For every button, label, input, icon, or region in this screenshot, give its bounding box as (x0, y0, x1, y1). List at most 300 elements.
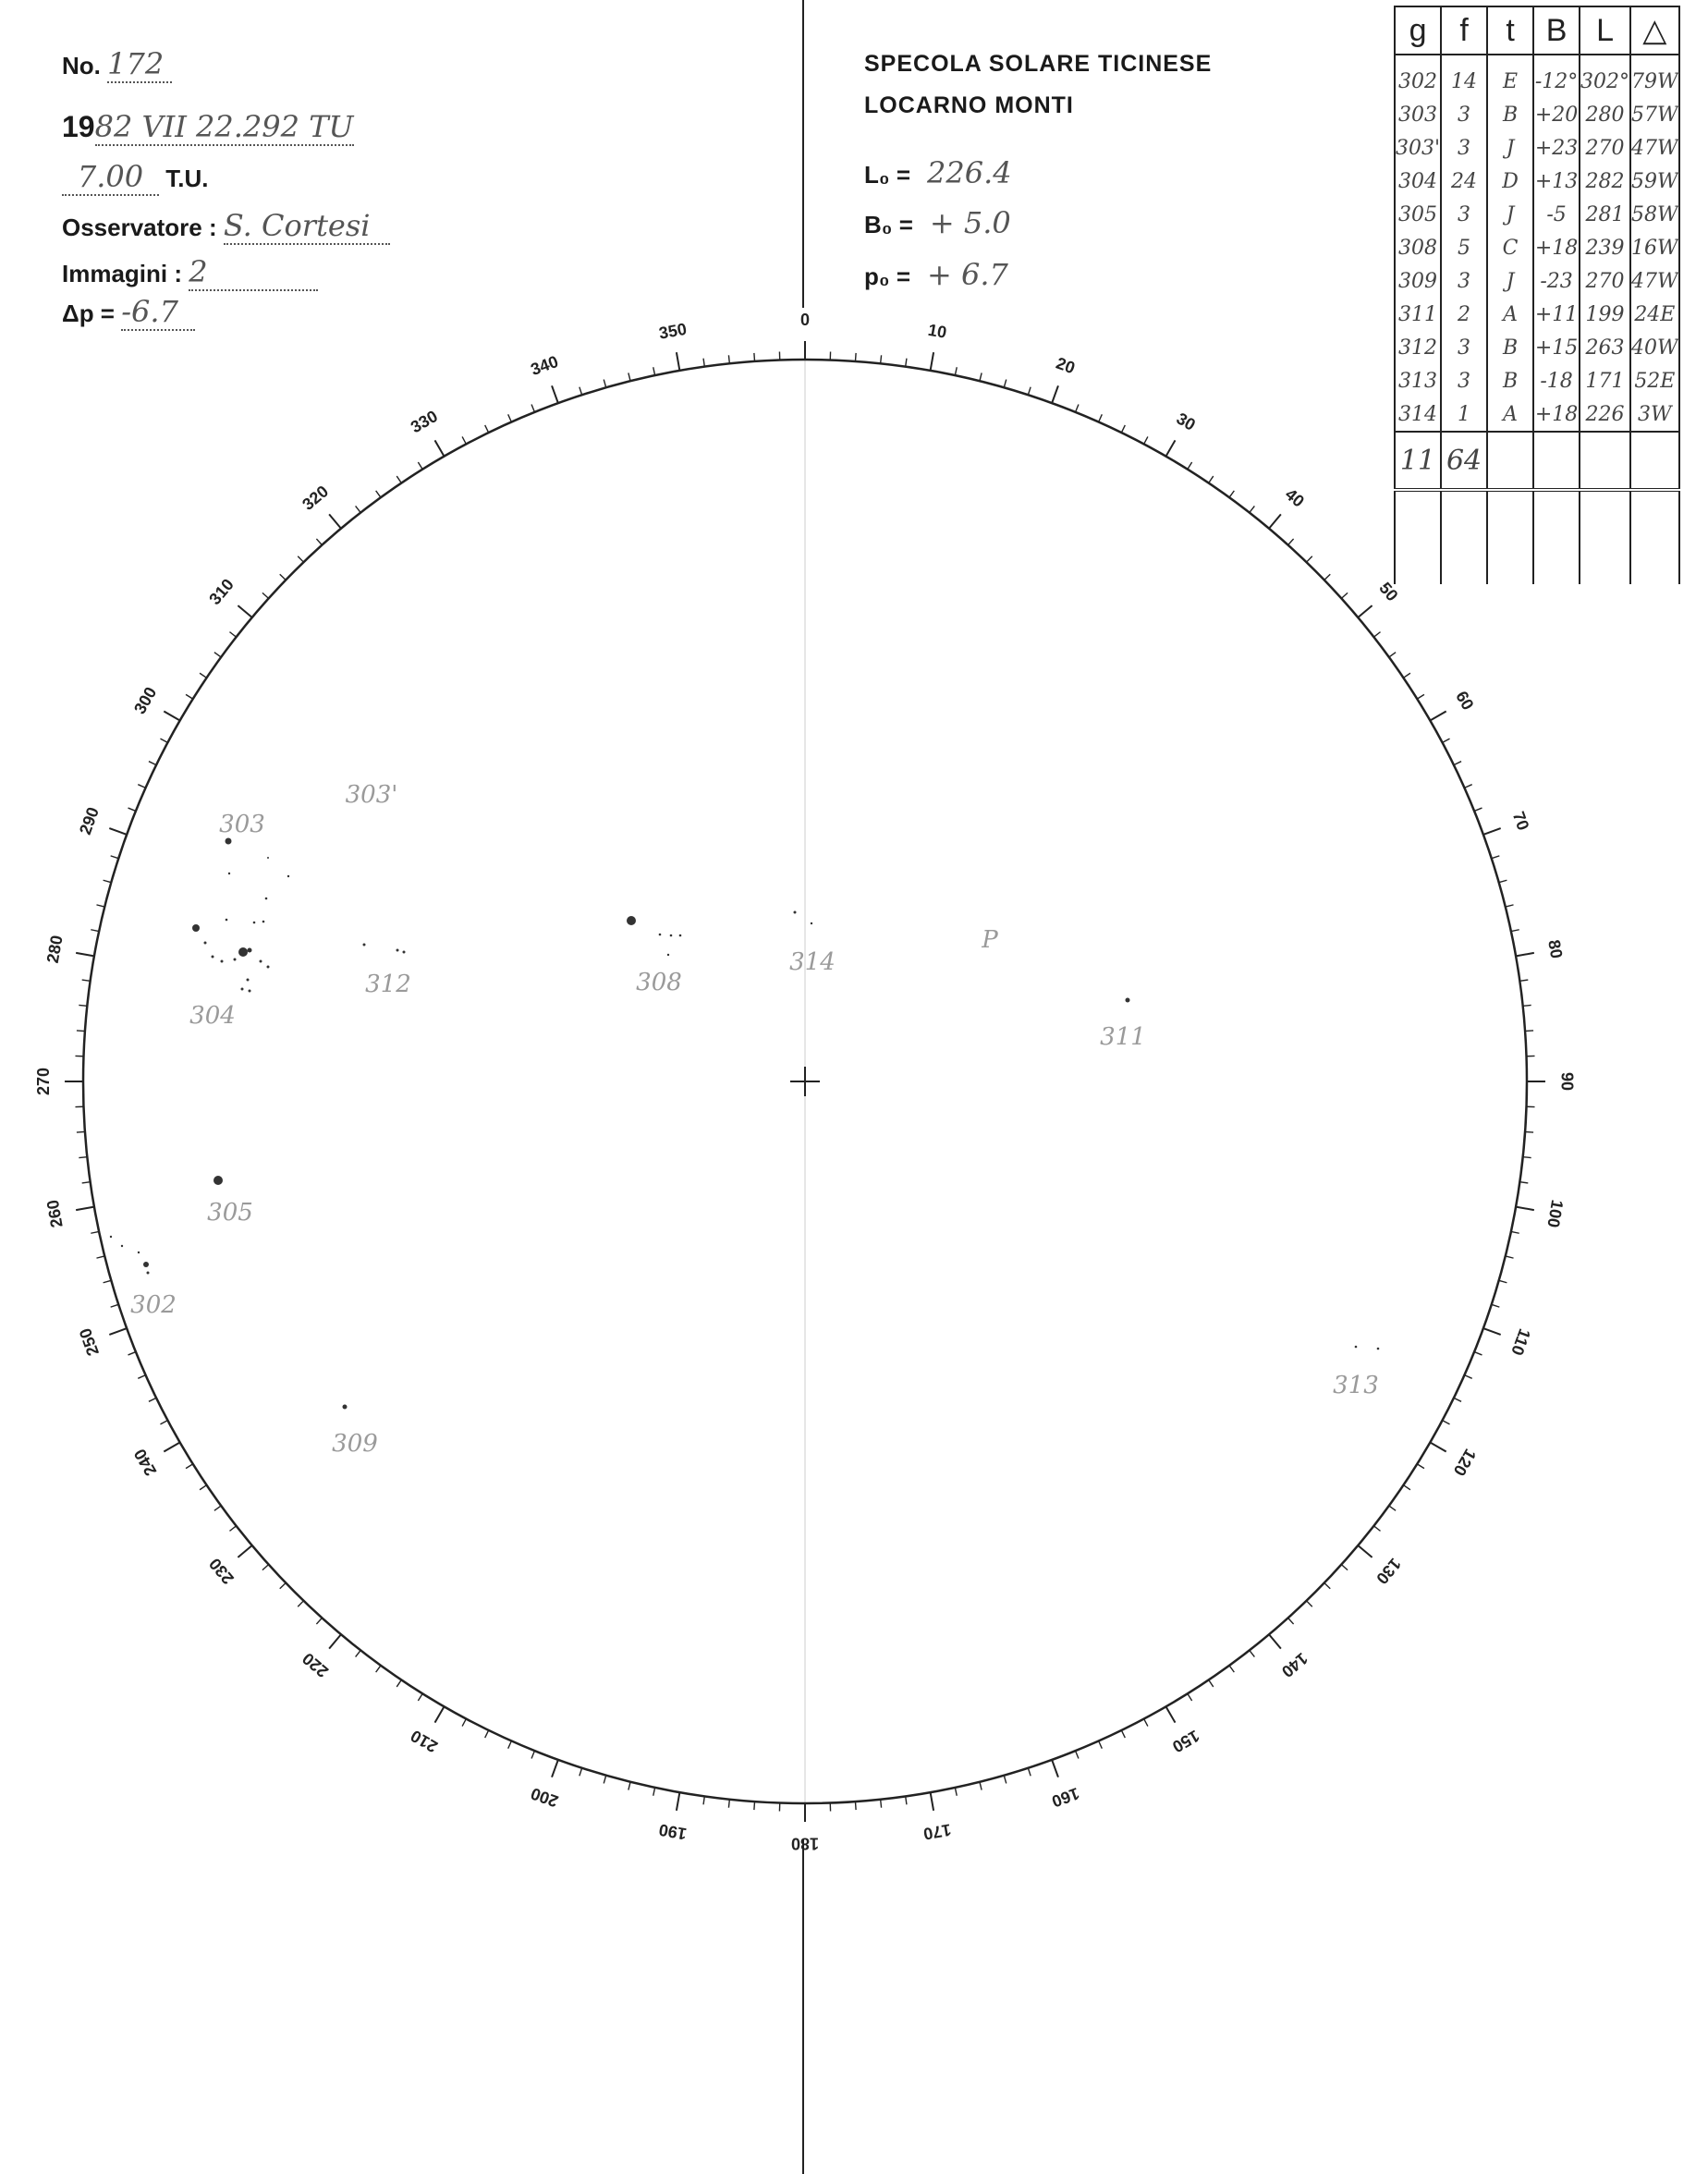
scale-tick (418, 462, 422, 470)
sunspot-mark (396, 949, 399, 952)
scale-tick (1028, 387, 1031, 396)
scale-tick (531, 1751, 534, 1758)
time-unit: T.U. (165, 165, 209, 192)
scale-tick (1519, 980, 1528, 981)
scale-tick (329, 514, 341, 528)
cell-l: 171 (1580, 364, 1630, 397)
year-prefix: 19 (62, 110, 95, 143)
scale-tick (138, 1375, 145, 1379)
scale-tick (1511, 930, 1519, 932)
scale-tick (316, 539, 322, 545)
observatory-name: SPECOLA SOLARE TICINESE (864, 51, 1213, 77)
scale-tick (1443, 739, 1450, 742)
scale-tick (1443, 1421, 1450, 1424)
cell-f: 1 (1441, 397, 1487, 432)
scale-tick (164, 712, 179, 721)
scale-label: 120 (1449, 1446, 1480, 1480)
scale-tick (955, 1788, 957, 1796)
scale-tick (396, 1679, 401, 1686)
group-label: 309 (332, 1430, 378, 1458)
scale-label: 150 (1169, 1726, 1203, 1756)
scale-tick (1454, 762, 1461, 765)
sunspot-mark (343, 1405, 348, 1410)
cell-f: 3 (1441, 98, 1487, 131)
sunspot-marks (110, 838, 1379, 1410)
scale-tick (881, 1800, 882, 1808)
scale-tick (214, 653, 221, 657)
scale-tick (1483, 828, 1501, 835)
scale-label: 40 (1281, 484, 1308, 511)
scale-tick (138, 785, 145, 788)
scale-tick (1307, 556, 1312, 562)
cell-f: 24 (1441, 165, 1487, 198)
scale-tick (435, 1706, 445, 1722)
scale-tick (1269, 514, 1281, 528)
sunspot-mark (363, 944, 366, 947)
cell-t: B (1487, 364, 1533, 397)
scale-tick (1144, 1719, 1148, 1727)
cell-f: 3 (1441, 331, 1487, 364)
sunspot-mark (143, 1262, 149, 1267)
scale-label: 200 (528, 1784, 561, 1812)
sunspot-mark (667, 954, 669, 956)
col-header-delta: △ (1630, 6, 1679, 55)
group-label: 302 (130, 1291, 177, 1319)
scale-tick (298, 1601, 303, 1606)
sunspot-mark (679, 934, 682, 937)
cell-g: 308 (1395, 231, 1441, 264)
scale-tick (356, 1650, 361, 1656)
param-l0-label: L₀ = (864, 161, 911, 189)
cell-f: 3 (1441, 364, 1487, 397)
scale-label: 0 (799, 310, 811, 329)
cell-delta: 24E (1630, 298, 1679, 331)
scale-tick (677, 352, 679, 371)
cell-t: A (1487, 397, 1533, 432)
sunspot-mark (267, 966, 270, 969)
scale-tick (1052, 1760, 1058, 1777)
sunspot-mark (248, 948, 252, 953)
group-label: 313 (1333, 1372, 1379, 1399)
scale-tick (164, 1443, 179, 1452)
scale-tick (109, 828, 127, 835)
scale-tick (91, 1231, 99, 1233)
scale-tick (1389, 1506, 1396, 1510)
sunspot-mark (262, 921, 265, 923)
cell-b: -18 (1533, 364, 1580, 397)
scale-label: 180 (790, 1834, 820, 1853)
cell-b: +18 (1533, 231, 1580, 264)
sunspot-mark (226, 919, 228, 922)
scale-label: 290 (75, 804, 103, 837)
scale-tick (76, 953, 94, 956)
cell-g: 302 (1395, 55, 1441, 98)
sunspot-mark (212, 956, 214, 959)
scale-label: 10 (926, 320, 948, 342)
scale-tick (1430, 1443, 1446, 1452)
sunspot-mark (138, 1252, 140, 1253)
scale-tick (82, 1182, 91, 1183)
sunspot-mark (267, 857, 269, 859)
scale-tick (980, 1782, 982, 1790)
scale-tick (1454, 1398, 1461, 1401)
scale-tick (1492, 856, 1500, 859)
group-label: 308 (636, 969, 682, 996)
cell-b: +18 (1533, 397, 1580, 432)
scale-tick (1474, 808, 1482, 811)
cell-l: 302° (1580, 55, 1630, 98)
cell-l: 239 (1580, 231, 1630, 264)
group-label: 305 (207, 1199, 253, 1227)
scale-tick (980, 373, 982, 381)
scale-tick (906, 359, 907, 367)
scale-tick (1341, 592, 1348, 598)
time-value: 7.00 (62, 159, 159, 196)
scale-tick (104, 1280, 112, 1282)
images-label: Immagini : (62, 260, 183, 287)
scale-tick (1358, 1545, 1372, 1557)
scale-tick (1166, 1706, 1176, 1722)
sunspot-mark (121, 1245, 123, 1247)
scale-tick (728, 1800, 729, 1808)
scale-label: 250 (75, 1325, 103, 1359)
sunspot-mark (403, 951, 406, 954)
cell-delta: 40W (1630, 331, 1679, 364)
cell-b: +15 (1533, 331, 1580, 364)
sunspot-mark (627, 916, 636, 925)
scale-tick (376, 1666, 381, 1672)
scale-tick (1511, 1231, 1519, 1233)
cell-g: 309 (1395, 264, 1441, 298)
scale-tick (1525, 1131, 1533, 1132)
scale-label: 210 (407, 1726, 441, 1756)
images-value: 2 (189, 254, 318, 291)
scale-tick (1499, 880, 1507, 882)
scale-label: 140 (1277, 1649, 1312, 1681)
scale-label: 70 (1508, 809, 1533, 833)
scale-label: 300 (130, 683, 161, 717)
scale-tick (653, 1788, 655, 1796)
cell-t: E (1487, 55, 1533, 98)
scale-tick (1144, 436, 1148, 444)
group-label: 304 (189, 1002, 236, 1030)
cell-l: 226 (1580, 397, 1630, 432)
scale-tick (931, 1792, 933, 1811)
scale-label: 330 (407, 407, 441, 437)
cell-t: B (1487, 331, 1533, 364)
cell-l: 270 (1580, 264, 1630, 298)
scale-tick (128, 808, 136, 811)
sunspot-mark (1126, 998, 1130, 1003)
group-label: 311 (1100, 1023, 1146, 1051)
cell-b: -23 (1533, 264, 1580, 298)
scale-tick (238, 1545, 251, 1557)
cell-b: -5 (1533, 198, 1580, 231)
scale-tick (906, 1796, 907, 1804)
scale-label: 50 (1375, 579, 1402, 605)
scale-tick (238, 605, 251, 617)
scale-label: 90 (1557, 1071, 1577, 1092)
scale-tick (1099, 414, 1103, 421)
scale-tick (1166, 440, 1176, 456)
col-header-l: L (1580, 6, 1630, 55)
scale-tick (508, 414, 512, 421)
scale-tick (1474, 1352, 1482, 1355)
cell-l: 282 (1580, 165, 1630, 198)
scale-label: 20 (1054, 353, 1078, 378)
scale-tick (435, 440, 445, 456)
param-l0-value: 226.4 (927, 155, 1012, 190)
scale-tick (109, 1328, 127, 1335)
scale-tick (200, 673, 206, 678)
cell-g: 304 (1395, 165, 1441, 198)
scale-label: 80 (1544, 938, 1567, 960)
scale-tick (76, 1207, 94, 1210)
scale-tick (1358, 605, 1372, 617)
scale-tick (1341, 1565, 1348, 1570)
cell-f: 3 (1441, 198, 1487, 231)
scale-label: 350 (657, 319, 689, 343)
scale-tick (754, 353, 755, 361)
scale-tick (96, 905, 104, 907)
cell-delta: 16W (1630, 231, 1679, 264)
scale-label: 340 (528, 351, 561, 379)
scale-tick (881, 355, 882, 363)
scale-tick (396, 476, 401, 482)
date-value: 82 VII 22.292 TU (94, 109, 354, 144)
scale-tick (628, 373, 630, 381)
cell-g: 311 (1395, 298, 1441, 331)
scale-tick (1121, 425, 1125, 433)
param-p0-value: + 6.7 (927, 257, 1008, 292)
cell-f: 3 (1441, 264, 1487, 298)
scale-tick (1492, 1304, 1500, 1307)
cell-t: A (1487, 298, 1533, 331)
scale-tick (1288, 1618, 1294, 1624)
cell-t: J (1487, 198, 1533, 231)
scale-tick (703, 359, 704, 367)
sunspot-mark (670, 934, 673, 937)
observer-value: S. Cortesi (224, 208, 390, 245)
scale-label: 310 (205, 575, 238, 609)
cell-b: -12° (1533, 55, 1580, 98)
scale-tick (111, 856, 119, 859)
scale-tick (280, 1583, 286, 1589)
scale-tick (1464, 785, 1471, 788)
scale-tick (262, 1565, 269, 1570)
sunspot-mark (226, 838, 232, 845)
scale-tick (79, 1157, 87, 1158)
scale-tick (1403, 1485, 1409, 1490)
scale-tick (1523, 1157, 1531, 1158)
scale-tick (79, 1005, 87, 1006)
cell-g: 312 (1395, 331, 1441, 364)
scale-tick (508, 1740, 512, 1748)
col-header-g: g (1395, 6, 1441, 55)
cell-g: 313 (1395, 364, 1441, 397)
sunspot-mark (260, 960, 262, 963)
sunspot-mark (659, 934, 662, 936)
scale-tick (1523, 1005, 1531, 1006)
cell-t: J (1487, 131, 1533, 165)
scale-tick (1188, 462, 1192, 470)
scale-tick (1389, 653, 1396, 657)
scale-tick (1430, 712, 1446, 721)
cell-f: 5 (1441, 231, 1487, 264)
sunspot-mark (1355, 1346, 1358, 1349)
scale-tick (1076, 405, 1079, 412)
cell-t: B (1487, 98, 1533, 131)
sunspot-mark (110, 1236, 112, 1238)
sunspot-mark (147, 1272, 150, 1275)
scale-tick (855, 1801, 856, 1810)
col-header-b: B (1533, 6, 1580, 55)
sunspot-mark (238, 947, 248, 957)
scale-tick (77, 1031, 85, 1032)
scale-tick (160, 1421, 167, 1424)
scale-tick (1516, 953, 1534, 956)
param-p0-label: p₀ = (864, 263, 911, 290)
scale-tick (628, 1782, 630, 1790)
scale-tick (1483, 1328, 1501, 1335)
cell-t: D (1487, 165, 1533, 198)
scale-tick (462, 1719, 466, 1727)
scale-label: 170 (921, 1820, 953, 1844)
scale-tick (1188, 1693, 1192, 1701)
center-cross (790, 1067, 820, 1096)
scale-label: 230 (205, 1554, 238, 1588)
cell-l: 199 (1580, 298, 1630, 331)
scale-tick (1525, 1031, 1533, 1032)
scale-label: 130 (1372, 1554, 1405, 1588)
scale-tick (1229, 1666, 1234, 1672)
scale-label: 110 (1507, 1325, 1534, 1358)
col-header-f: f (1441, 6, 1487, 55)
scale-tick (262, 592, 269, 598)
sunspot-mark (204, 942, 207, 945)
sunspot-mark (249, 990, 251, 993)
scale-tick (356, 506, 361, 512)
total-groups: 11 (1395, 432, 1441, 490)
scale-tick (1324, 1583, 1330, 1589)
scale-tick (1052, 385, 1058, 403)
scale-tick (955, 367, 957, 375)
scale-tick (186, 1464, 193, 1469)
sunspot-mark (811, 922, 812, 924)
scale-label: 270 (33, 1067, 53, 1096)
scale-tick (1229, 491, 1234, 497)
cell-l: 263 (1580, 331, 1630, 364)
scale-label: 220 (299, 1649, 333, 1681)
scale-tick (1250, 1650, 1255, 1656)
scale-tick (280, 574, 286, 580)
scale-tick (96, 1256, 104, 1258)
cell-b: +20 (1533, 98, 1580, 131)
scale-tick (214, 1506, 221, 1510)
scale-tick (104, 880, 112, 882)
record-number-label: No. (62, 52, 101, 79)
scale-tick (677, 1792, 679, 1811)
scale-tick (1464, 1375, 1471, 1379)
scale-tick (111, 1304, 119, 1307)
scale-tick (149, 762, 156, 765)
scale-tick (418, 1693, 422, 1701)
cell-g: 305 (1395, 198, 1441, 231)
scale-tick (462, 436, 466, 444)
scale-tick (1519, 1182, 1528, 1183)
scale-label: 190 (657, 1820, 689, 1844)
scale-label: 160 (1049, 1784, 1082, 1812)
observer-label: Osservatore : (62, 214, 217, 241)
scale-tick (160, 739, 167, 742)
scale-tick (1004, 380, 1006, 388)
scale-tick (229, 632, 236, 638)
cell-g: 314 (1395, 397, 1441, 432)
cell-f: 2 (1441, 298, 1487, 331)
scale-tick (552, 385, 558, 403)
scale-tick (329, 1634, 341, 1648)
cell-f: 3 (1441, 131, 1487, 165)
group-labels (130, 781, 1379, 1458)
sunspot-mark (228, 873, 230, 874)
scale-tick (376, 491, 381, 497)
cell-delta: 47W (1630, 264, 1679, 298)
scale-label: 100 (1543, 1198, 1568, 1229)
scale-tick (1004, 1776, 1006, 1784)
group-label: P (982, 926, 998, 954)
scale-label: 60 (1452, 688, 1478, 714)
scale-tick (1417, 1464, 1424, 1469)
cell-delta: 47W (1630, 131, 1679, 165)
cell-delta: 58W (1630, 198, 1679, 231)
param-b0-label: B₀ = (864, 211, 913, 238)
cell-t: C (1487, 231, 1533, 264)
scale-tick (200, 1485, 206, 1490)
scale-tick (229, 1526, 236, 1532)
cell-f: 14 (1441, 55, 1487, 98)
sunspot-mark (214, 1176, 223, 1185)
delta-p-label: Δp = (62, 299, 115, 327)
scale-tick (128, 1352, 136, 1355)
scale-tick (653, 367, 655, 375)
sunspot-mark (234, 959, 237, 961)
cell-b: +23 (1533, 131, 1580, 165)
cell-delta: 79W (1630, 55, 1679, 98)
scale-tick (298, 556, 303, 562)
sunspot-mark (247, 979, 250, 982)
scale-tick (1099, 1740, 1103, 1748)
cell-l: 280 (1580, 98, 1630, 131)
scale-label: 320 (299, 482, 333, 514)
scale-tick (1076, 1751, 1079, 1758)
scale-tick (703, 1796, 704, 1804)
observatory-location: LOCARNO MONTI (864, 92, 1074, 118)
scale-tick (316, 1618, 322, 1624)
scale-tick (1209, 1679, 1214, 1686)
scale-tick (149, 1398, 156, 1401)
scale-tick (604, 1776, 605, 1784)
scale-tick (1121, 1730, 1125, 1738)
scale-tick (728, 355, 729, 363)
scale-tick (1288, 539, 1294, 545)
scale-tick (1209, 476, 1214, 482)
cell-delta: 59W (1630, 165, 1679, 198)
scale-tick (485, 425, 489, 433)
scale-tick (1417, 694, 1424, 699)
scale-tick (754, 1801, 755, 1810)
group-label: 303 (219, 811, 265, 838)
cell-g: 303' (1395, 131, 1441, 165)
